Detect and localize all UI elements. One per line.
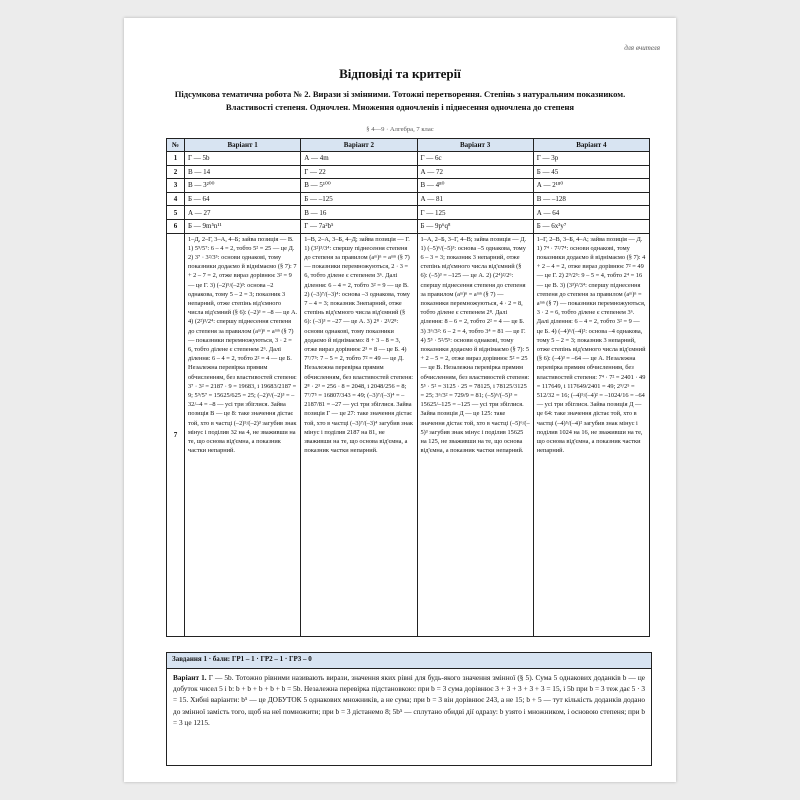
- answer-cell: Г — 7a²b⁵: [301, 219, 417, 233]
- answer-cell: Б — 9m⁵n¹¹: [185, 219, 301, 233]
- header-variant-3: Варіант 3: [417, 139, 533, 152]
- answer-cell: В — 16: [301, 206, 417, 220]
- header-num: №: [167, 139, 185, 152]
- answer-cell: А — 4m: [301, 152, 417, 166]
- header-variant-1: Варіант 1: [185, 139, 301, 152]
- criteria-body: [167, 669, 651, 731]
- criteria-heading: Завдання 1 · бали: ГР1 – 1 · ГР2 – 1 · ГР3 – 0: [167, 653, 651, 669]
- row-number: 3: [167, 179, 185, 193]
- answer-cell: В — 3²⁰⁰: [185, 179, 301, 193]
- answer-cell: В — 4⁸⁰: [417, 179, 533, 193]
- page-title: Відповіді та критерії: [339, 66, 461, 81]
- header-variant-4: Варіант 4: [533, 139, 649, 152]
- answer-cell: Г — 5b: [185, 152, 301, 166]
- table-row: [167, 192, 650, 206]
- answer-cell: Г — 22: [301, 165, 417, 179]
- section-reference: § 4—9 · Алгебра, 7 клас: [366, 126, 434, 133]
- answer-cell: В — 5¹⁰⁰: [301, 179, 417, 193]
- row-number: 4: [167, 192, 185, 206]
- page: [124, 18, 676, 782]
- answer-cell: А — 72: [417, 165, 533, 179]
- row-number: 5: [167, 206, 185, 220]
- explanation-text: 1–В, 2–А, 3–Б, 4–Д; зайва позиція — Г. 1) (3²)³/3⁴: спершу піднесення степеня до степеня за правилом (aᵐ)ⁿ = aᵐⁿ (§ 7) — показники перемножуються, 2 · 3 = 6, тобто ділене є степенем 3⁶. Далі ділення: 6 – 4 = 2, тобто 3² = 9 — це В. 2) (–3)⁷/(–3)⁴: основа –3 однакова, тому 7 – 4 = 3; показник 3непарний, отже степінь від'ємного числа від'ємний (§ 6): (–3)³ = –27 — це А. 3) 2⁸ · 2³/2⁸: основи однакові, тому показники додаємо й віднімаємо: 8 + 3 – 8 = 3, отже вираз дорівнює 2³ = 8 — це Б. 4) 7⁷/7⁵: 7 – 5 = 2, тобто 7² = 49 — це Д. Незалежна перевірка прямим обчисленням, без властивостей степеня: 2⁸ · 2³ = 256 · 8 = 2048, і 2048/256 = 8; 7⁷/7⁵ = 16807/343 = 49; (–3)⁷/(–3)⁴ = –2187/81 = –27 — усі три збіглися. Зайва позиція Г — це 27: таке значення дістає той, хто в частці (–3)⁷/(–3)⁴ загубив знак мінус і поділив 2187 на 81, не зваживши на те, що основа від'ємна, а показник частки непарний.: [304, 235, 414, 455]
- explanation-cell: [533, 233, 649, 636]
- answer-cell: Б — 6x³y⁷: [533, 219, 649, 233]
- table-row: [167, 152, 650, 166]
- answer-cell: А — 81: [417, 192, 533, 206]
- answers-table: [166, 138, 650, 637]
- answer-cell: Г — 6c: [417, 152, 533, 166]
- answer-cell: А — 64: [533, 206, 649, 220]
- teacher-note: для вчителя: [624, 44, 660, 52]
- explanation-text: 1–Г, 2–В, 3–Б, 4–А; зайва позиція — Д. 1) 7⁴ · 7²/7⁴: основи однакові, тому показники додаємо й віднімаємо (§ 7): 4 + 2 – 4 = 2, отже вираз дорівнює 7² = 49 — це Г. 2) 2⁹/2⁵: 9 – 5 = 4, тобто 2⁴ = 16 — це В. 3) (3³)²/3⁴: спершу піднесення степеня до степеня за правилом (aᵐ)ⁿ = aᵐⁿ (§ 7) — показники перемножуються, 3 · 2 = 6, тобто ділене є степенем 3⁶. Далі ділення: 6 – 4 = 2, тобто 3² = 9 — це Б. 4) (–4)⁵/(–4)²: основа –4 однакова, тому 5 – 2 = 3; показник 3 непарний, отже степінь від'ємного числа від'ємний (§ 6): (–4)³ = –64 — це А. Незалежна перевірка прямим обчисленням, без властивостей степеня: 7⁴ · 7² = 2401 · 49 = 117649, і 117649/2401 = 49; 2⁹/2⁵ = 512/32 = 16; (–4)⁵/(–4)² = –1024/16 = –64 — усі три збіглися. Зайва позиція Д — це 64: таке значення дістає той, хто в частці (–4)⁵/(–4)² загубив знак мінус і поділив 1024 на 16, не зваживши на те, що основа від'ємна, а показник частки непарний.: [536, 235, 646, 455]
- criteria-box: [166, 652, 652, 766]
- criteria-variant-label: Варіант 1.: [173, 673, 207, 682]
- answer-cell: Б — 9p⁶q⁸: [417, 219, 533, 233]
- criteria-text: Г — 5b. Тотожно рівними називають вирази, значення яких рівні для будь-якого значення змінної (§ 5). Сума 5 однакових доданків b — це добуток чисел 5 і b: b + b + b + b + b = 5b. Незалежна перевірка підстановкою: при b = 3 сума дорівнює 3 + 3 + 3 + 3 + 3 = 15, і 5b при b = 3 теж дає 5 · 3 = 15. Хибні варіанти: b⁵ — це ДОБУТОК 5 однакових множників, а не сума; при b = 3 він дорівнює 243, а не 15; b + 5 — тут кількість доданків додано до змінної замість того, щоб на неї помножити; при b = 3 дістанемо 8; 5b⁵ — сплутано обидві дії одразу: b узято і множником, і основою степеня; при b = 3 це 1215.: [173, 673, 645, 727]
- answer-cell: В — –128: [533, 192, 649, 206]
- page-subtitle: Підсумкова тематична робота № 2. Вирази зі змінними. Тотожні перетворення. Степінь з натуральним показником. Властивості степеня. Одночлен. Множення одночленів і піднесення одночлена до степеня: [174, 89, 626, 112]
- explanation-text: 1–Д, 2–Г, 3–А, 4–Б; зайва позиція — В. 1) 5⁹/5⁷: 6 – 4 = 2, тобто 5² = 25 — це Д. 2) 3⁷ · 3²/3⁵: основи однакові, тому показники додаємо й віднімаємо (§ 7): 7 + 2 – 7 = 2, отже вираз дорівнює 3² = 9 — це Г. 3) (–2)⁵/(–2)³: основа –2 однакова, тому 5 – 2 = 3; показник 3 непарний, отже степінь від'ємного числа від'ємний (§ 6): (–2)³ = –8 — це А. 4) (2²)³/2⁴: спершу піднесення степеня до степеня за правилом (aᵐ)ⁿ = aᵐⁿ (§ 7) — показники перемножуються, 3 · 2 = 6, тобто ділене є степенем 2⁶. Далі ділення: 6 – 4 = 2, тобто 2² = 4 — це Б. Незалежна перевірка прямим обчисленням, без властивостей степеня: 3⁷ · 3² = 2187 · 9 = 19683, і 19683/2187 = 9; 5⁹/5⁷ = 15625/625 = 25; (–2)⁵/(–2)³ = –32/–4 = –8 — усі три збіглися. Зайва позиція В — це 8: таке значення дістає той, хто в частці (–2)⁵/(–2)³ загубив знак мінус і поділив 32 на 4, не зваживши на те, що основа від'ємна, а показник частки непарний.: [188, 235, 298, 455]
- answer-cell: В — 14: [185, 165, 301, 179]
- header-variant-2: Варіант 2: [301, 139, 417, 152]
- answer-cell: А — 2¹⁸⁰: [533, 179, 649, 193]
- row-number: 2: [167, 165, 185, 179]
- explanation-cell: [185, 233, 301, 636]
- table-header-row: [167, 139, 650, 152]
- table-row: [167, 165, 650, 179]
- answer-cell: Б — 45: [533, 165, 649, 179]
- answer-cell: Г — 3p: [533, 152, 649, 166]
- row-number: 6: [167, 219, 185, 233]
- row-number: 1: [167, 152, 185, 166]
- answer-cell: А — 27: [185, 206, 301, 220]
- explanation-cell: [417, 233, 533, 636]
- explanation-text: 1–А, 2–Б, 3–Г, 4–В; зайва позиція — Д. 1) (–5)⁶/(–5)³: основа –5 однакова, тому 6 – 3 = 3; показник 3 непарний, отже степінь від'ємного числа від'ємний (§ 6): (–5)³ = –125 — це А. 2) (2⁴)²/2⁶: спершу піднесення степеня до степеня за правилом (aᵐ)ⁿ = aᵐⁿ (§ 7) — показники перемножуються, 4 · 2 = 8, тобто ділене є степенем 2⁸. Далі ділення: 8 – 6 = 2, тобто 2² = 4 — це Б. 3) 3⁶/3²: 6 – 2 = 4, тобто 3⁴ = 81 — це Г. 4) 5⁵ · 5²/5⁵: основи однакові, тому показники додаємо й віднімаємо (§ 7): 5 + 2 – 5 = 2, отже вираз дорівнює 5² = 25 — це В. Незалежна перевірка прямим обчисленням, без властивостей степеня: 5⁵ · 5² = 3125 · 25 = 78125, і 78125/3125 = 25; 3⁶/3² = 729/9 = 81; (–5)⁶/(–5)³ = 15625/–125 = –125 — усі три збіглися. Зайва позиція Д — це 125: таке значення дістає той, хто в частці (–5)⁶/(–5)³ загубив знак мінус і поділив 15625 на 125, не зваживши на те, що основа від'ємна, а показник частки непарний.: [420, 235, 530, 455]
- row-number: 7: [167, 233, 185, 636]
- answer-cell: Г — 125: [417, 206, 533, 220]
- answer-cell: Б — –125: [301, 192, 417, 206]
- table-row-explanations: [167, 233, 650, 636]
- table-row: [167, 206, 650, 220]
- answer-cell: Б — 64: [185, 192, 301, 206]
- table-row: [167, 179, 650, 193]
- table-row: [167, 219, 650, 233]
- explanation-cell: [301, 233, 417, 636]
